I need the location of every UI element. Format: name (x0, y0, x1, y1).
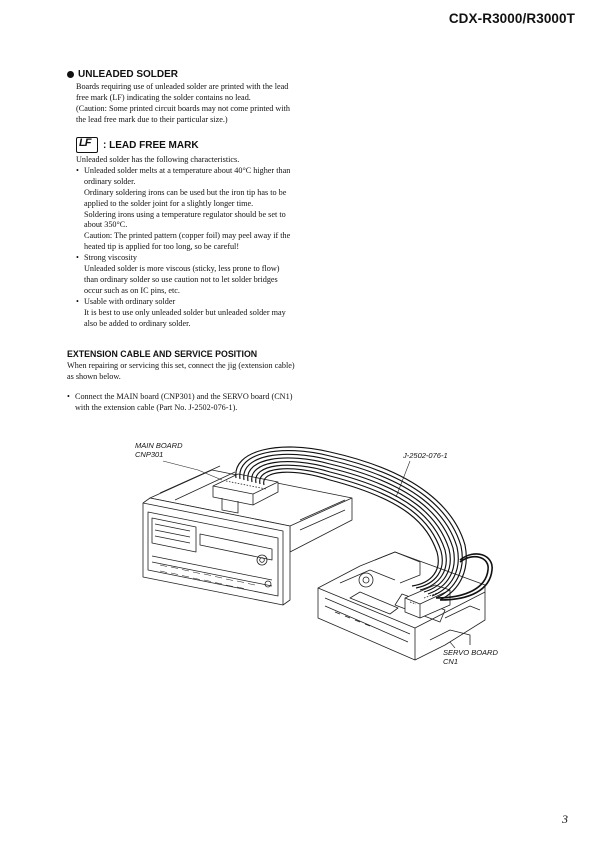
text-line: heated tip is applied for too long, so be careful! (84, 242, 240, 252)
unleaded-solder-title: UNLEADED SOLDER (78, 69, 179, 80)
main-board-label (135, 441, 183, 459)
bullet-glyph: • (76, 253, 79, 263)
text-line: It is best to use only unleaded solder but unleaded solder may (84, 307, 286, 317)
text-line: Connect the MAIN board (CNP301) and the SERVO board (CN1) (75, 392, 293, 401)
model-header: CDX-R3000/R3000T (448, 11, 575, 26)
text-line: Unleaded solder is more viscous (sticky, less prone to flow) (84, 264, 280, 274)
text-line: also be added to ordinary solder. (84, 318, 191, 328)
page-number: 3 (562, 812, 568, 826)
servo-board-label (443, 648, 498, 666)
text-line: as shown below. (67, 371, 121, 381)
text-line: than ordinary solder so use caution not to let solder bridges (84, 274, 278, 284)
extension-cable-heading: EXTENSION CABLE AND SERVICE POSITION (67, 349, 258, 359)
text-line: Caution: The printed pattern (copper foil) may peel away if the (84, 231, 291, 241)
label-line: CNP301 (135, 450, 164, 459)
text-line: about 350°C. (84, 220, 128, 230)
lead-free-mark-text: LF (79, 137, 91, 149)
bullet-glyph: • (67, 392, 70, 401)
text-line: the lead free mark due to their particular size.) (76, 114, 228, 124)
text-line: occur such as on IC pins, etc. (84, 285, 180, 295)
bullet-glyph: • (76, 165, 79, 175)
label-line: CN1 (443, 657, 459, 666)
text-line: Usable with ordinary solder (84, 296, 176, 306)
text-line: ordinary solder. (84, 176, 136, 186)
text-line: Boards requiring use of unleaded solder are printed with the lead (76, 82, 289, 91)
text-line: When repairing or servicing this set, connect the jig (extension cable) (67, 361, 295, 370)
text-line: Unleaded solder melts at a temperature about 40°C higher than (84, 165, 291, 175)
label-line: MAIN BOARD (135, 441, 183, 450)
text-line: Strong viscosity (84, 253, 137, 263)
lead-free-intro: Unleaded solder has the following characteristics. (76, 155, 240, 164)
cd-mechanism (318, 552, 485, 660)
text-line: Ordinary soldering irons can be used but the iron tip has to be (84, 187, 287, 197)
text-line: Soldering irons using a temperature regulator should be set to (84, 209, 286, 219)
label-line: SERVO BOARD (443, 648, 498, 657)
text-line: applied to the solder joint for a slightly longer time. (84, 198, 254, 208)
lead-free-title: : LEAD FREE MARK (103, 139, 199, 151)
cable-part-label: J-2502-076-1 (403, 451, 448, 460)
bullet-glyph: • (76, 296, 79, 306)
text-line: (Caution: Some printed circuit boards may not come printed with (76, 103, 290, 113)
text-line: free mark (LF) indicating the solder contains no lead. (76, 92, 251, 102)
text-line: with the extension cable (Part No. J-2502-076-1). (75, 402, 238, 412)
